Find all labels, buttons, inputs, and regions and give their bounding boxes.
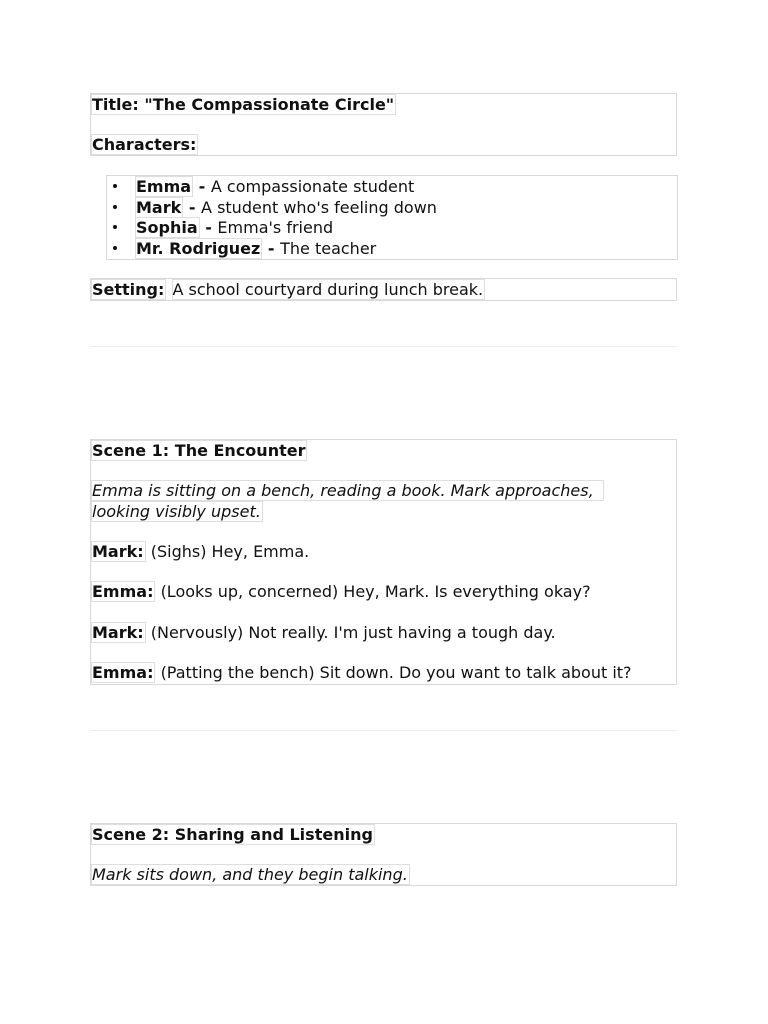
scene-1-block (90, 439, 677, 685)
dialogue-text: (Looks up, concerned) Hey, Mark. Is everything okay? (160, 582, 591, 601)
character-description: A student who's feeling down (201, 198, 437, 217)
play-title: Title: "The Compassionate Circle" (92, 95, 395, 114)
dialogue-text: (Nervously) Not really. I'm just having a tough day. (150, 623, 556, 642)
speaker-name: Mark: (92, 623, 144, 642)
character-description: The teacher (280, 239, 377, 258)
stage-direction: Mark sits down, and they begin talking. (92, 865, 408, 884)
bullet-icon (113, 184, 117, 188)
bullet-icon (113, 205, 117, 209)
character-separator: - (183, 198, 202, 217)
characters-label: Characters: (92, 135, 197, 154)
bullet-icon (113, 225, 117, 229)
dialogue-text: (Sighs) Hey, Emma. (150, 542, 310, 561)
speaker-name: Mark: (92, 542, 144, 561)
scene-heading: Scene 2: Sharing and Listening (92, 825, 373, 844)
character-separator: - (193, 177, 211, 196)
section-divider (90, 730, 677, 731)
character-description: A compassionate student (210, 177, 415, 196)
characters-list (106, 175, 678, 260)
setting-text: A school courtyard during lunch break. (172, 280, 484, 299)
character-separator: - (262, 239, 281, 258)
setting-label: Setting: (92, 280, 165, 299)
character-separator: - (199, 218, 218, 237)
speaker-name: Emma: (92, 582, 154, 601)
section-divider (90, 346, 677, 347)
character-name: Sophia (136, 218, 198, 237)
stage-direction: Emma is sitting on a bench, reading a book. Mark approaches, (91, 480, 604, 501)
setting-block (90, 278, 677, 301)
scene-2-block (90, 823, 677, 886)
bullet-icon (113, 246, 117, 250)
scene-heading: Scene 1: The Encounter (92, 441, 306, 460)
character-description: Emma's friend (217, 218, 334, 237)
character-name: Mark (136, 198, 182, 217)
speaker-name: Emma: (92, 663, 154, 682)
stage-direction-continued: looking visibly upset. (92, 502, 261, 521)
character-name: Mr. Rodriguez (136, 239, 261, 258)
character-name: Emma (136, 177, 192, 196)
title-block (90, 93, 677, 156)
dialogue-text: (Patting the bench) Sit down. Do you want to talk about it? (160, 663, 632, 682)
